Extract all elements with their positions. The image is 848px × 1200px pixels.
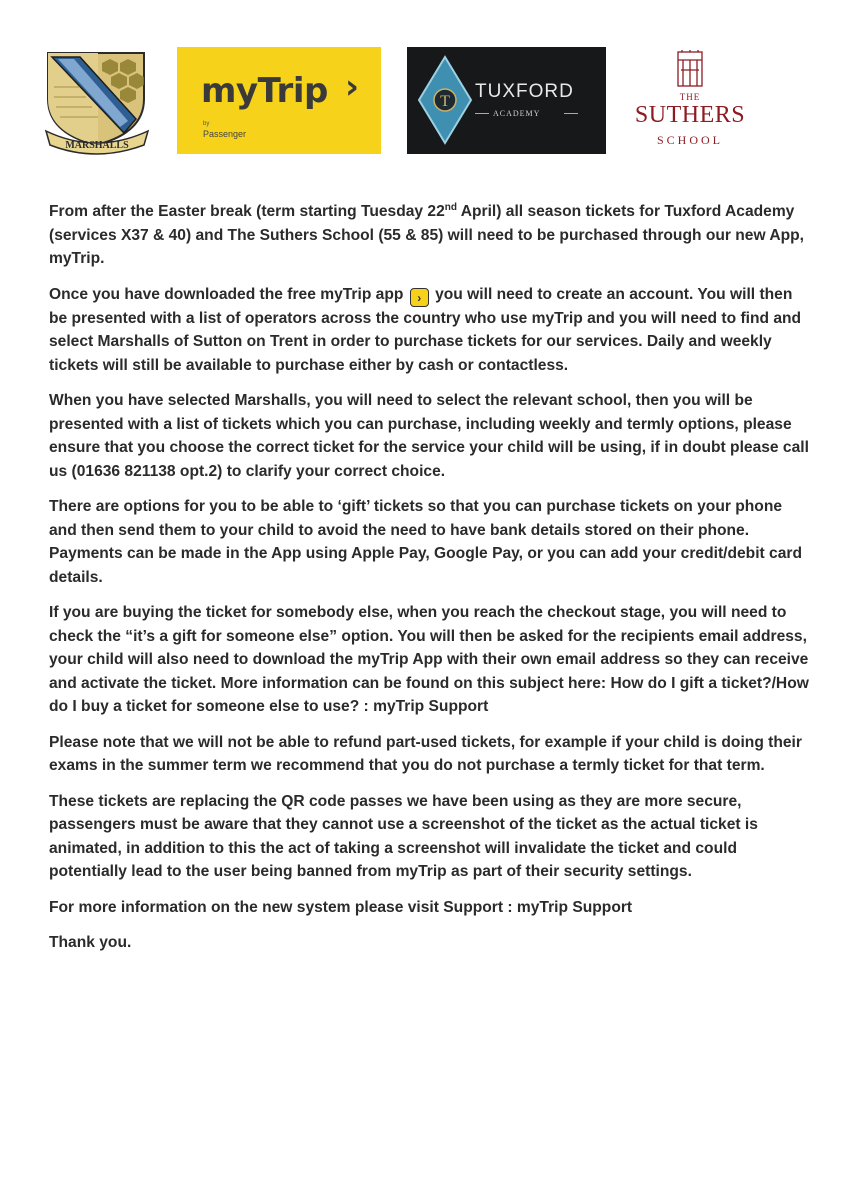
suthers-logo-name: SUTHERS bbox=[634, 102, 746, 128]
suthers-logo bbox=[620, 50, 760, 155]
paragraph-gift-tickets: There are options for you to be able to ‘gift’ tickets so that you can purchase tickets on your phone and then send them to your child to avoid the need to have bank details stored on their phone. Payments can be made in the App using Apple Pay, Google Pay, or you can add your credit/debit card details. bbox=[49, 498, 802, 586]
mytrip-logo-word: myTrip bbox=[201, 71, 328, 111]
paragraph-download-app: Once you have downloaded the free myTrip app › you will need to create an account. You will then be presented with a list of operators across the country who use myTrip and you will need to find and select Marshalls of Sutton on Trent in order to purchase tickets for our services. Daily and weekly tickets will still be available to purchase either by cash or contactless. bbox=[49, 285, 802, 374]
date-ordinal: nd bbox=[444, 201, 457, 213]
tuxford-logo bbox=[407, 47, 606, 154]
divider bbox=[475, 113, 489, 114]
paragraph-more-info: For more information on the new system please visit Support : myTrip Support bbox=[49, 898, 633, 916]
logo-header bbox=[0, 0, 848, 170]
paragraph-season-tickets: From after the Easter break (term starting Tuesday 22nd April) all season tickets for Tuxford Academy (services X37 & 40) and The Suthers School (55 & 85) will need to be purchased through our new App, myTrip. bbox=[49, 201, 805, 267]
tuxford-logo-academy: ACADEMY bbox=[493, 109, 541, 118]
suthers-logo-the: THE bbox=[679, 92, 701, 102]
suthers-logo-school: SCHOOL bbox=[656, 133, 723, 147]
mytrip-logo-by: by bbox=[203, 121, 210, 127]
mytrip-logo bbox=[177, 47, 381, 154]
marshalls-logo-text: MARSHALLS bbox=[65, 140, 129, 151]
marshalls-logo bbox=[40, 47, 155, 157]
paragraph-refunds: Please note that we will not be able to refund part-used tickets, for example if your child is doing their exams in the summer term we recommend that you do not purchase a termly ticket for that term. bbox=[49, 733, 802, 774]
paragraph-select-school: When you have selected Marshalls, you will need to select the relevant school, then you will be presented with a list of tickets which you can purchase, including weekly and termly options, please ensure that you choose the correct ticket for the service your child will be using, if in doubt please call us (01636 821138 opt.2) to clarify your correct choice. bbox=[49, 392, 809, 480]
mytrip-app-icon: › bbox=[410, 288, 429, 307]
mytrip-logo-company: Passenger bbox=[203, 129, 247, 139]
paragraph-security: These tickets are replacing the QR code passes we have been using as they are more secure, passengers must be aware that they cannot use a screenshot of the ticket as the actual ticket is animated, in addition to this the act of taking a screenshot will invalidate the ticket and could potentially lead to the user being banned from myTrip as part of their security settings. bbox=[49, 792, 758, 880]
letter-body bbox=[49, 200, 809, 967]
tuxford-logo-name: TUXFORD bbox=[475, 81, 574, 102]
chevron-right-icon: › bbox=[345, 67, 360, 107]
sign-off: Thank you. bbox=[49, 934, 132, 951]
tuxford-monogram: T bbox=[440, 93, 450, 110]
paragraph-buying-for-someone: If you are buying the ticket for somebody else, when you reach the checkout stage, you will need to check the “it’s a gift for someone else” option. You will then be asked for the recipients email address, your child will also need to download the myTrip App with their own email address so they can receive and activate the ticket. More information can be found on this subject here: How do I gift a ticket?/How do I buy a ticket for someone else to use? : myTrip Support bbox=[49, 604, 809, 715]
divider bbox=[564, 113, 578, 114]
